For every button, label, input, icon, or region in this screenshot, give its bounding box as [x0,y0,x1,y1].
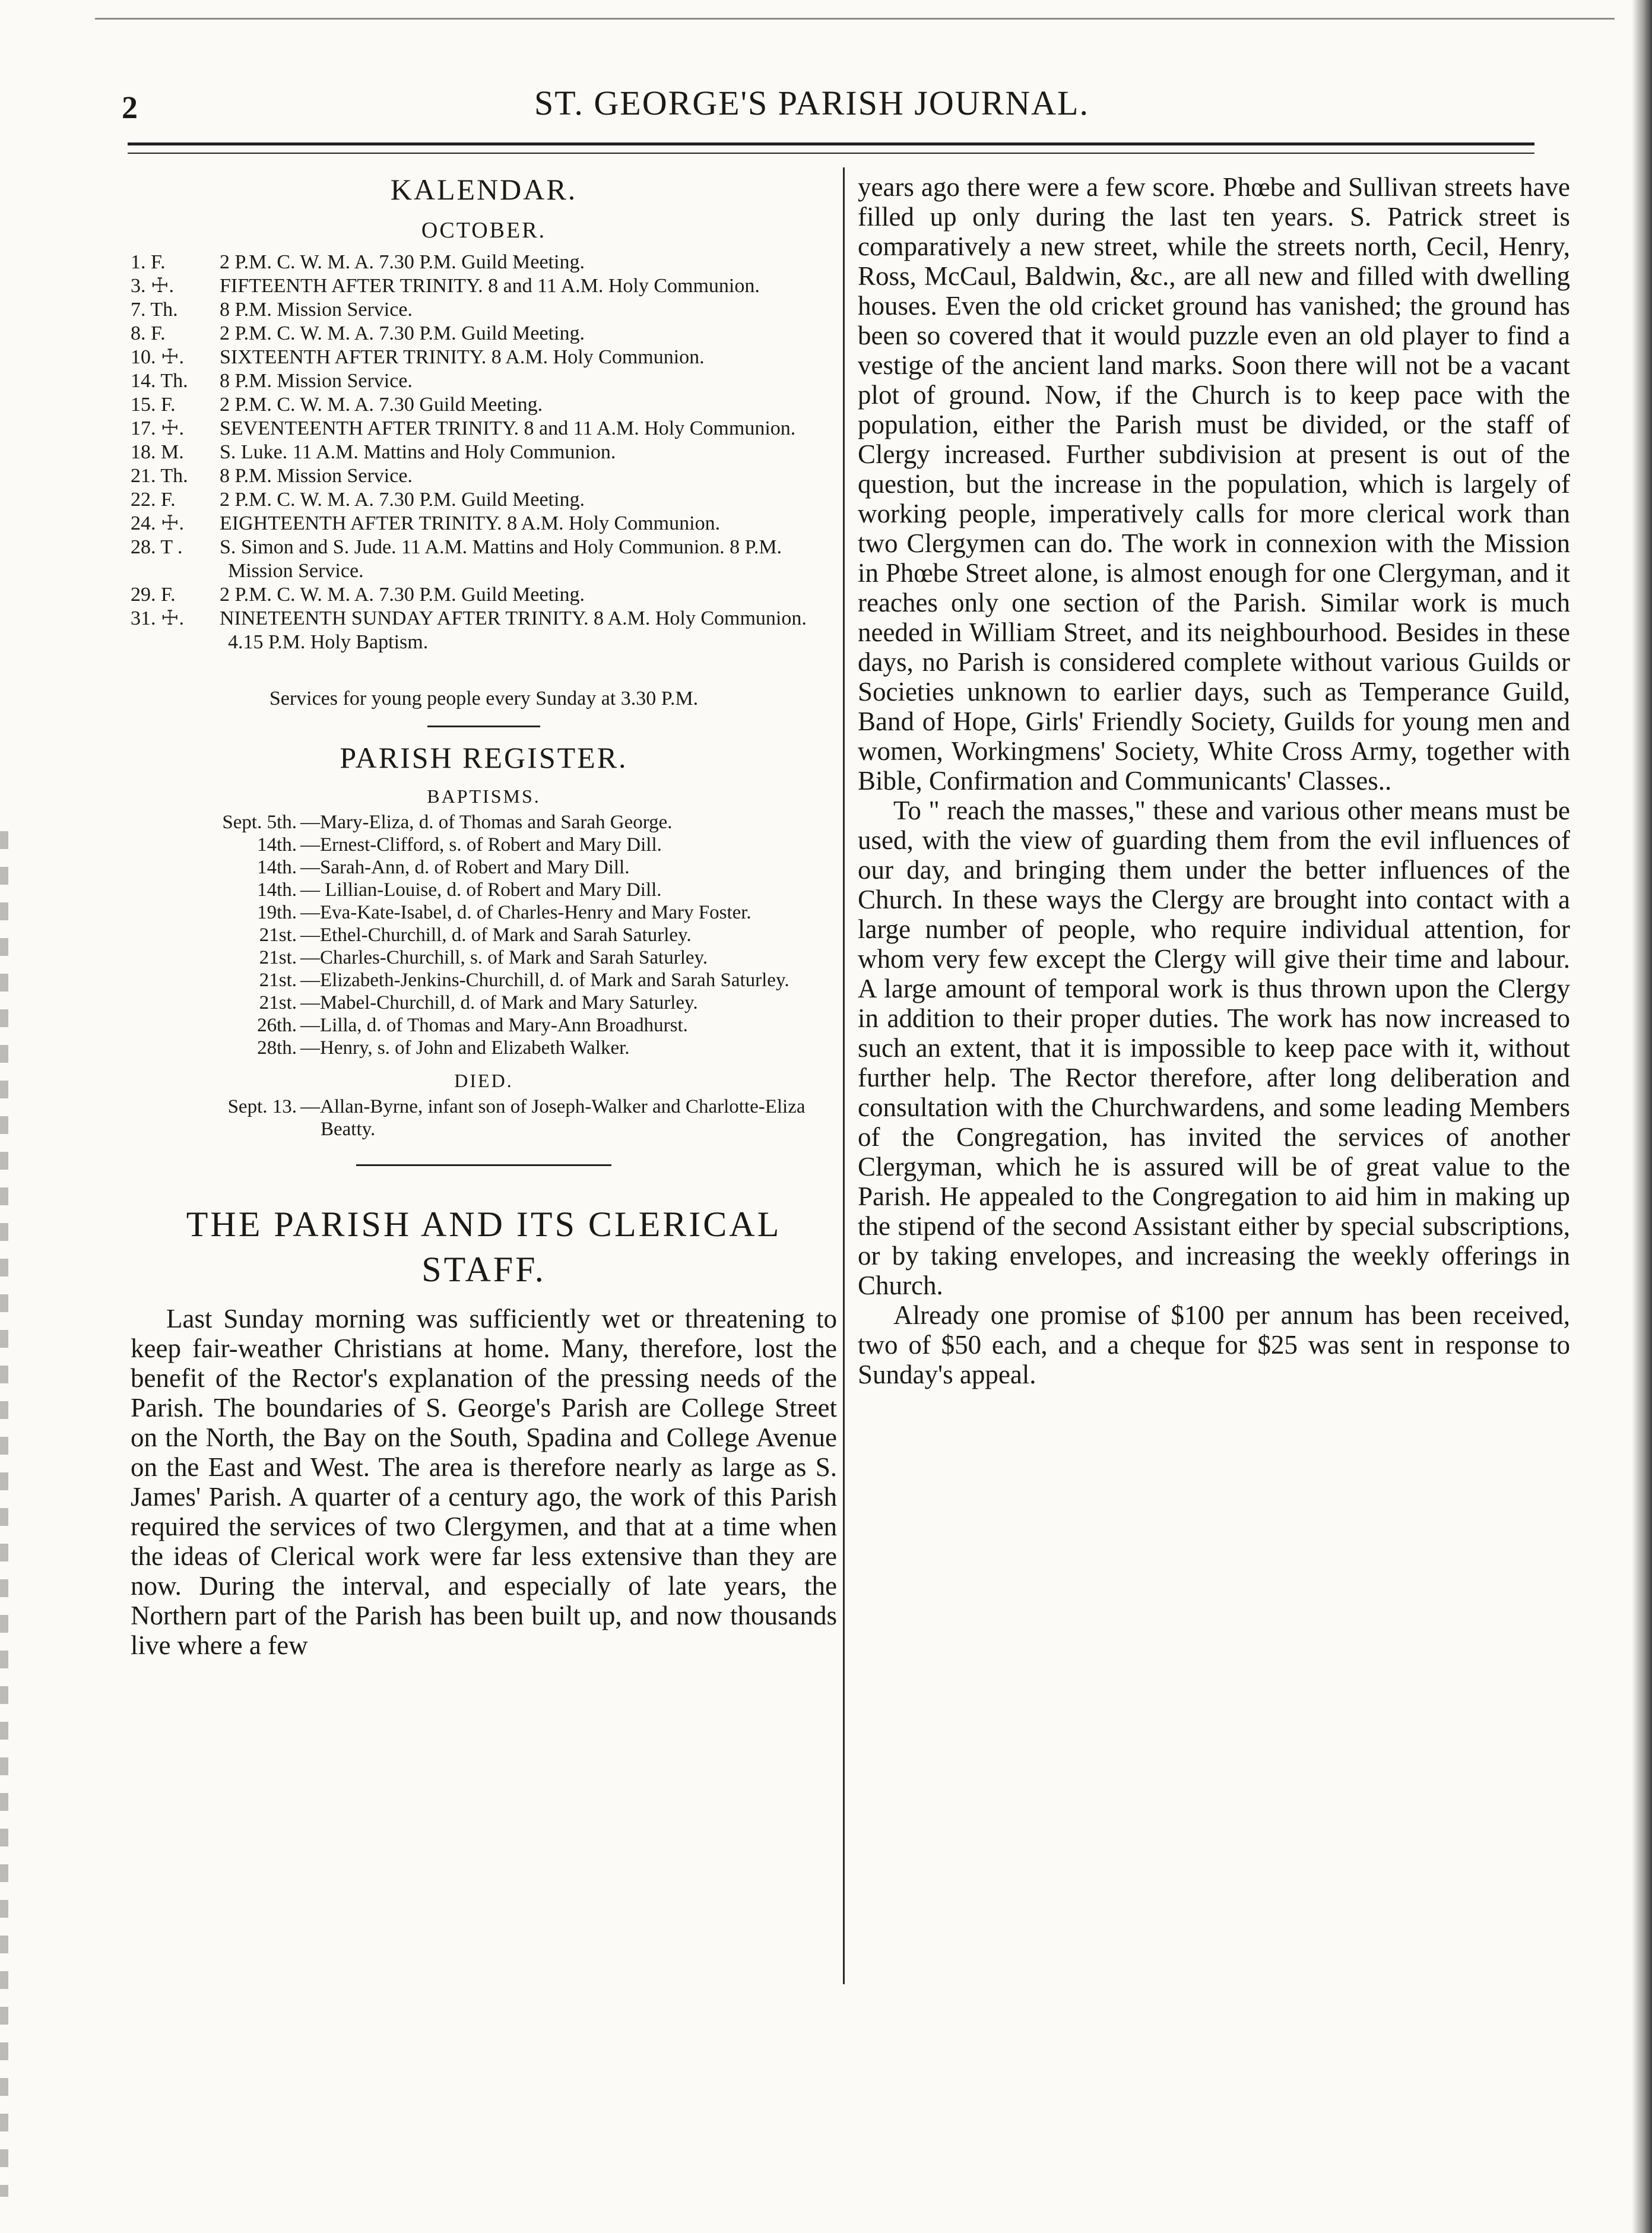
kalendar-entry [131,536,837,583]
kalendar-title: KALENDAR. [390,173,578,206]
article-title [131,1202,837,1292]
running-head: ST. GEORGE'S PARISH JOURNAL. [534,84,1089,122]
died-heading: DIED. [454,1070,513,1091]
register-entry [131,992,837,1014]
binding-shadow [1632,0,1652,2233]
kalendar-date: 29. F. [131,584,176,606]
kalendar-date: 7. Th. [131,299,178,321]
register-text: —Elizabeth-Jenkins-Churchill, d. of Mark and Sarah Saturley. [300,970,789,991]
register-entry [131,1037,837,1059]
register-entry [131,811,837,834]
left-column [131,172,837,1660]
kalendar-date: 14. Th. [131,370,188,392]
header-rule-thick [128,142,1534,145]
kalendar-date: 1. F. [131,251,166,273]
kalendar-entry [131,417,837,441]
kalendar-date: 18. M. [131,441,184,463]
kalendar-text: 2 P.M. C. W. M. A. 7.30 P.M. Guild Meeting. [220,251,585,273]
kalendar-date: 10. ☩. [131,346,184,368]
kalendar-entry [131,607,837,654]
header-rule-thin [128,153,1534,154]
baptisms-list [131,811,837,1059]
kalendar-entry [131,488,837,512]
register-date: Sept. 13. [227,1096,297,1117]
register-text: —Mabel-Churchill, d. of Mark and Mary Saturley. [300,992,698,1013]
kalendar-entry [131,274,837,298]
register-text: —Sarah-Ann, d. of Robert and Mary Dill. [300,857,630,878]
register-date: 19th. [257,902,297,923]
article-title-line2: STAFF. [421,1250,546,1289]
kalendar-entry [131,441,837,464]
kalendar-date: 28. T . [131,536,183,558]
register-date: 21st. [259,947,297,968]
register-entry [131,1095,837,1141]
kalendar-entry [131,583,837,607]
column-divider [843,167,845,1984]
kalendar-text: 8 P.M. Mission Service. [220,465,413,487]
kalendar-text: FIFTEENTH AFTER TRINITY. 8 and 11 A.M. Holy Communion. [220,275,760,297]
register-date: 21st. [259,992,297,1013]
register-date: 28th. [257,1037,297,1059]
kalendar-date: 24. ☩. [131,512,184,534]
register-text: —Charles-Churchill, s. of Mark and Sarah Saturley. [300,947,708,968]
kalendar-text: 2 P.M. C. W. M. A. 7.30 P.M. Guild Meeting. [220,489,585,511]
died-list [131,1095,837,1141]
kalendar-entry [131,251,837,274]
register-entry [131,834,837,856]
top-edge-rule [95,18,1615,20]
register-date: 21st. [259,924,297,946]
register-date: 14th. [257,879,297,901]
article-paragraph: Last Sunday morning was sufficiently wet or threatening to keep fair-weather Christians at home. Many, therefore, lost the benefit of the Rector's explanation of the pressing needs of the Parish. The boundaries of S. George's Parish are College Street on the North, the Bay on the South, Spadina and College Avenue on the East and West. The area is therefore nearly as large as S. James' Parish. A quarter of a century ago, the work of this Parish required the services of two Clergymen, and that at a time when the ideas of Clerical work were far less extensive than they are now. During the interval, and especially of late years, the Northern part of the Parish has been built up, and now thousands live where a few [131,1304,837,1660]
register-date: 14th. [257,857,297,878]
kalendar-date: 3. ☩. [131,275,174,297]
register-text: —Henry, s. of John and Elizabeth Walker. [300,1037,630,1059]
kalendar-entry [131,369,837,393]
kalendar-entry [131,346,837,369]
article-paragraph: Already one promise of $100 per annum has been received, two of $50 each, and a cheque for $25 was sent in response to Sunday's appeal. [858,1300,1570,1389]
kalendar-date: 31. ☩. [131,607,184,629]
kalendar-entry [131,298,837,322]
register-entry [131,969,837,992]
kalendar-date: 17. ☩. [131,417,184,439]
kalendar-month: OCTOBER. [421,218,547,243]
register-entry [131,1014,837,1037]
left-edge-marks [0,831,8,2197]
register-title: PARISH REGISTER. [340,741,628,774]
kalendar-text: NINETEENTH SUNDAY AFTER TRINITY. 8 A.M. Holy Communion. 4.15 P.M. Holy Baptism. [220,607,807,653]
kalendar-text: EIGHTEENTH AFTER TRINITY. 8 A.M. Holy Communion. [220,512,721,534]
section-rule [427,726,540,727]
kalendar-date: 15. F. [131,394,176,416]
kalendar-entry [131,322,837,346]
kalendar-date: 22. F. [131,489,176,511]
kalendar-text: SEVENTEENTH AFTER TRINITY. 8 and 11 A.M. Holy Communion. [220,417,796,439]
kalendar-entry [131,464,837,488]
register-text: —Eva-Kate-Isabel, d. of Charles-Henry and Mary Foster. [300,902,752,923]
register-text: — Lillian-Louise, d. of Robert and Mary Dill. [300,879,662,901]
kalendar-entry [131,393,837,417]
register-entry [131,879,837,901]
register-entry [131,946,837,969]
article-paragraph: To " reach the masses," these and various other means must be used, with the view of guarding them from the evil influences of our day, and bringing them under the better influences of the Church. In these ways the Clergy are brought into contact with a large number of people, who require individual attention, for whom very few except the Clergy will give their time and labour. A large amount of temporal work is thus thrown upon the Clergy in addition to their proper duties. The work has now increased to such an extent, that it is impossible to keep pace with it, without further help. The Rector therefore, after long deliberation and consultation with the Churchwardens, and some leading Members of the Congregation, has invited the services of another Clergyman, which he is assured will be of great value to the Parish. He appealed to the Congregation to aid him in making up the stipend of the second Assistant either by special subscriptions, or by taking envelopes, and increasing the weekly offerings in Church. [858,796,1570,1300]
kalendar-entry [131,512,837,536]
kalendar-text: SIXTEENTH AFTER TRINITY. 8 A.M. Holy Communion. [220,346,705,368]
page-number: 2 [122,90,138,125]
kalendar-date: 21. Th. [131,465,188,487]
kalendar-text: 2 P.M. C. W. M. A. 7.30 P.M. Guild Meeting. [220,584,585,606]
article-paragraph-continued: years ago there were a few score. Phœbe and Sullivan streets have filled up only during the last ten years. S. Patrick street is comparatively a new street, while the streets north, Cecil, Henry, Ross, McCaul, Baldwin, &c., are all new and filled with dwelling houses. Even the old cricket ground has vanished; the ground has been so covered that it would puzzle even an old player to find a vestige of the ancient land marks. Soon there will not be a vacant plot of ground. Now, if the Church is to keep pace with the population, either the Parish must be divided, or the staff of Clergy increased. Further subdivision at present is out of the question, but the increase in the population, which is largely of working people, imperatively calls for more clerical work than two Clergymen can do. The work in connexion with the Mission in Phœbe Street alone, is almost enough for one Clergyman, and it reaches only one section of the Parish. Similar work is much needed in William Street, and its neighbourhood. Besides in these days, no Parish is considered complete without various Guilds or Societies unknown to earlier days, such as Temperance Guild, Band of Hope, Girls' Friendly Society, Guilds for young men and women, Workingmens' Society, White Cross Army, together with Bible, Confirmation and Communicants' Classes.. [858,172,1570,796]
register-text: —Ernest-Clifford, s. of Robert and Mary Dill. [300,834,662,856]
register-entry [131,901,837,924]
register-text: —Ethel-Churchill, d. of Mark and Sarah Saturley. [300,924,692,946]
register-entry [131,924,837,946]
section-rule [356,1164,611,1166]
kalendar-text: 2 P.M. C. W. M. A. 7.30 Guild Meeting. [220,394,543,416]
register-text: —Lilla, d. of Thomas and Mary-Ann Broadhurst. [300,1015,688,1036]
register-entry [131,856,837,879]
article-title-line1: THE PARISH AND ITS CLERICAL [186,1205,782,1244]
register-date: Sept. 5th. [222,812,297,833]
kalendar-text: 8 P.M. Mission Service. [220,370,413,392]
register-text: —Allan-Byrne, infant son of Joseph-Walker and Charlotte-Eliza Beatty. [300,1096,806,1140]
kalendar-text: S. Simon and S. Jude. 11 A.M. Mattins and Holy Communion. 8 P.M. Mission Service. [220,536,782,582]
register-date: 21st. [259,970,297,991]
kalendar-text: 2 P.M. C. W. M. A. 7.30 P.M. Guild Meeting. [220,322,585,344]
baptisms-heading: BAPTISMS. [427,785,541,807]
register-text: —Mary-Eliza, d. of Thomas and Sarah George. [300,812,673,833]
services-note: Services for young people every Sunday at 3.30 P.M. [269,688,699,710]
right-column [858,172,1570,1389]
register-date: 26th. [257,1015,297,1036]
kalendar-text: 8 P.M. Mission Service. [220,299,413,321]
kalendar-text: S. Luke. 11 A.M. Mattins and Holy Communion. [220,441,616,463]
kalendar-date: 8. F. [131,322,166,344]
register-date: 14th. [257,834,297,856]
kalendar-list [131,251,837,654]
